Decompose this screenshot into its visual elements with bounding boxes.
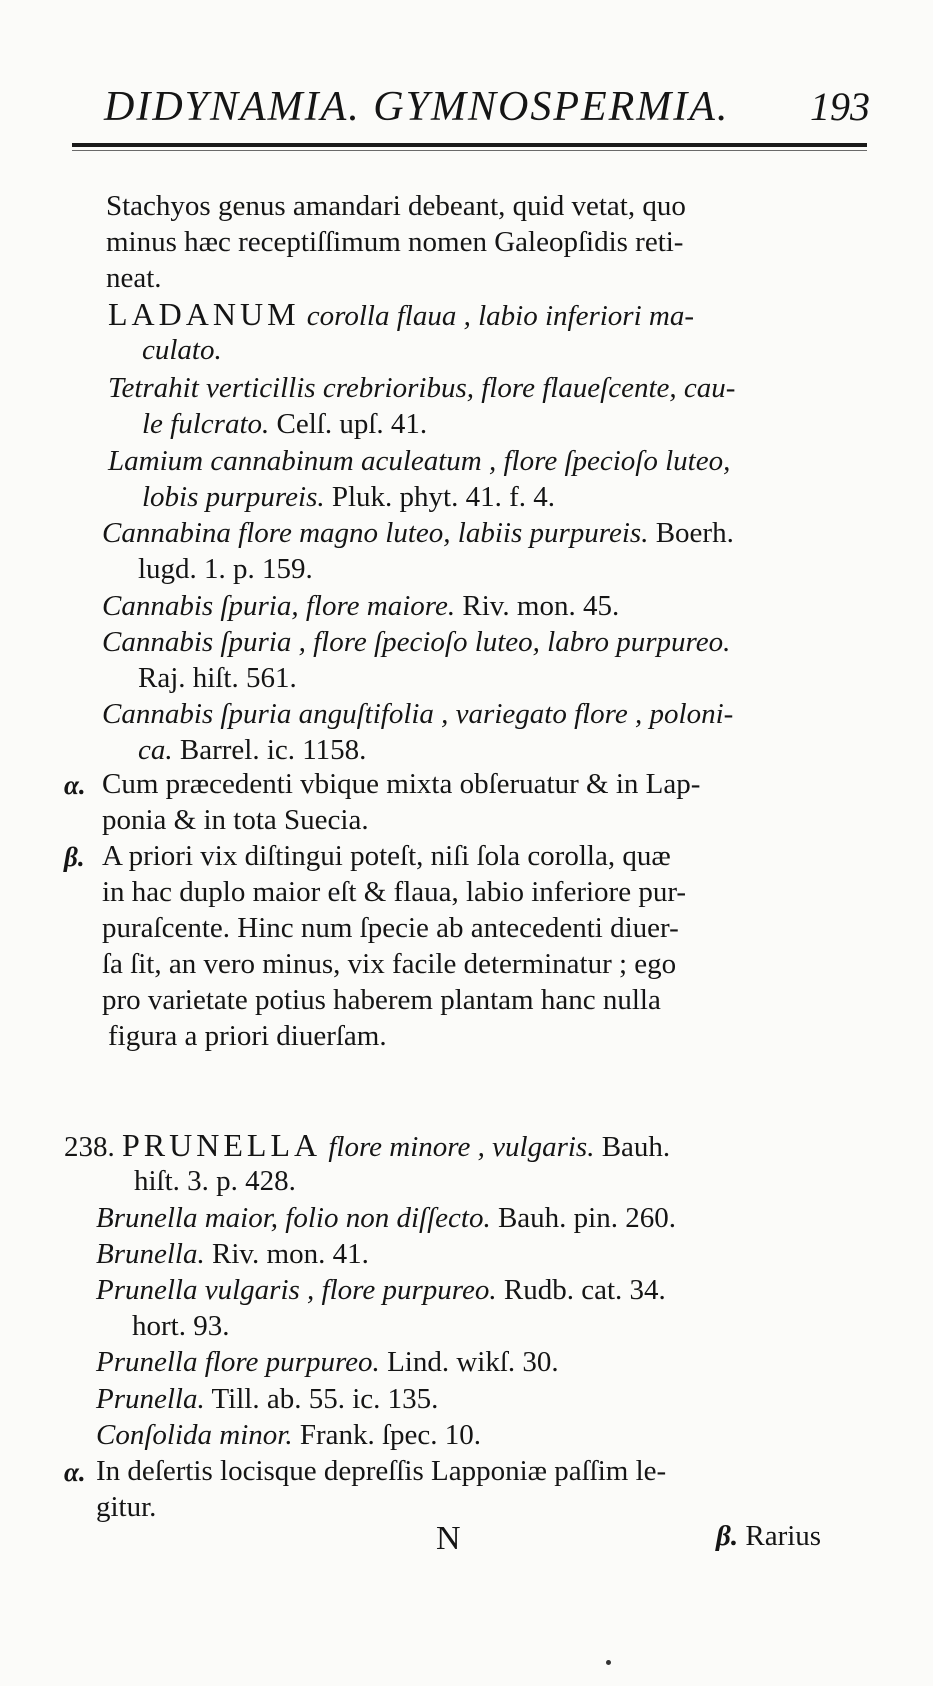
page-number: 193 xyxy=(810,84,870,129)
genus-name: LADANUM xyxy=(108,296,300,332)
citation: Riv. mon. 41. xyxy=(204,1238,369,1270)
citation: hiſt. 3. p. 428. xyxy=(134,1165,296,1197)
text-line xyxy=(106,261,162,295)
synonym-line xyxy=(96,1237,369,1271)
line-text: A priori vix diſtingui poteſt, niſi ſola corolla, quæ xyxy=(102,840,671,872)
text-line xyxy=(102,875,686,909)
text-line xyxy=(102,767,700,801)
entry-prunella xyxy=(64,1128,670,1164)
signature-mark: N xyxy=(436,1520,461,1557)
text-line xyxy=(142,333,222,367)
synonym-text: Prunella. xyxy=(96,1383,205,1415)
text-line xyxy=(108,1019,387,1053)
header-rule-thin xyxy=(72,150,867,151)
entry-ladanum xyxy=(108,297,694,333)
text-line xyxy=(106,225,683,259)
synonym-text: Prunella flore purpureo. xyxy=(96,1346,380,1378)
synonym-text: Cannabis ſpuria, flore maiore. xyxy=(102,590,456,622)
text-line xyxy=(102,803,369,837)
synonym-text: Lamium cannabinum aculeatum , flore ſpecioſo luteo, xyxy=(108,445,731,477)
line-text: Stachyos genus amandari debeant, quid vetat, quo xyxy=(106,190,686,222)
text-line xyxy=(102,911,679,945)
genus-name: PRUNELLA xyxy=(122,1127,322,1163)
variety-marker-beta: β. xyxy=(64,842,85,872)
text-line xyxy=(96,1490,156,1524)
synonym-text: le fulcrato. xyxy=(142,408,270,440)
catchword-text: Rarius xyxy=(745,1520,822,1552)
synonym-text: lobis purpureis. xyxy=(142,481,325,513)
synonym-line xyxy=(138,661,297,695)
synonym-text: Cannabina flore magno luteo, labiis purpureis. xyxy=(102,517,649,549)
synonym-text: Prunella vulgaris , flore purpureo. xyxy=(96,1274,497,1306)
line-text: figura a priori diuerſam. xyxy=(108,1020,387,1052)
synonym-line xyxy=(142,407,427,441)
citation: Barrel. ic. 1158. xyxy=(172,734,367,766)
line-text: in hac duplo maior eſt & flaua, labio inferiore pur- xyxy=(102,876,687,908)
citation: Lind. wikſ. 30. xyxy=(379,1346,559,1378)
citation: Bauh. xyxy=(594,1131,671,1163)
citation: Bauh. pin. 260. xyxy=(490,1202,676,1234)
synonym-text: Brunella. xyxy=(96,1238,205,1270)
variety-marker-alpha: α. xyxy=(64,1457,86,1487)
citation: Raj. hiſt. 561. xyxy=(138,662,297,694)
diagnosis: corolla flaua , labio inferiori ma- xyxy=(299,300,694,332)
synonym-line xyxy=(102,625,730,659)
synonym-text: ca. xyxy=(138,734,173,766)
line-text: ponia & in tota Suecia. xyxy=(102,804,369,836)
variety-marker-alpha: α. xyxy=(64,770,86,800)
synonym-line xyxy=(134,1164,296,1198)
synonym-line xyxy=(96,1345,559,1379)
citation: Celſ. upſ. 41. xyxy=(269,408,428,440)
synonym-text: Cannabis ſpuria anguſtifolia , variegato flore , poloni- xyxy=(102,698,734,730)
citation: hort. 93. xyxy=(132,1310,230,1342)
text-line xyxy=(96,1454,666,1488)
synonym-text: Brunella maior, folio non diſſecto. xyxy=(96,1202,491,1234)
ink-speck xyxy=(606,1660,611,1665)
synonym-line xyxy=(96,1418,481,1452)
synonym-line xyxy=(96,1382,438,1416)
line-text: neat. xyxy=(106,262,162,294)
synonym-line xyxy=(138,552,313,586)
citation: Till. ab. 55. ic. 135. xyxy=(204,1383,439,1415)
synonym-line xyxy=(108,371,735,405)
citation: Boerh. xyxy=(648,517,734,549)
line-text: culato. xyxy=(142,334,222,366)
entry-number: 238. xyxy=(64,1131,122,1163)
diagnosis: flore minore , vulgaris. xyxy=(321,1131,595,1163)
citation: Pluk. phyt. 41. f. 4. xyxy=(324,481,556,513)
synonym-text: Conſolida minor. xyxy=(96,1419,293,1451)
citation: Frank. ſpec. 10. xyxy=(292,1419,482,1451)
synonym-line xyxy=(102,697,733,731)
citation: lugd. 1. p. 159. xyxy=(138,553,313,585)
text-line xyxy=(102,839,671,873)
line-text: gitur. xyxy=(96,1491,157,1523)
running-head-title: DIDYNAMIA. GYMNOSPERMIA. xyxy=(104,84,730,130)
header-rule xyxy=(72,143,867,147)
synonym-line xyxy=(132,1309,229,1343)
synonym-line xyxy=(96,1273,666,1307)
synonym-line xyxy=(102,589,619,623)
citation: Rudb. cat. 34. xyxy=(496,1274,666,1306)
synonym-text: Cannabis ſpuria , flore ſpecioſo luteo, labro purpureo. xyxy=(102,626,731,658)
catchword xyxy=(716,1520,821,1553)
text-line xyxy=(106,189,686,223)
synonym-line xyxy=(138,733,366,767)
synonym-line xyxy=(96,1201,676,1235)
text-line xyxy=(102,947,676,981)
synonym-line xyxy=(142,480,555,514)
catchword-marker: β. xyxy=(716,1520,739,1552)
line-text: ſa ſit, an vero minus, vix facile determinatur ; ego xyxy=(102,948,677,980)
synonym-line xyxy=(108,444,730,478)
line-text: minus hæc receptiſſimum nomen Galeopſidis reti- xyxy=(106,226,684,258)
citation: Riv. mon. 45. xyxy=(455,590,620,622)
line-text: puraſcente. Hinc num ſpecie ab antecedenti diuer- xyxy=(102,912,679,944)
synonym-text: Tetrahit verticillis crebrioribus, flore flaueſcente, cau- xyxy=(108,372,736,404)
synonym-line xyxy=(102,516,734,550)
line-text: In deſertis locisque depreſſis Lapponiæ paſſim le- xyxy=(96,1455,667,1487)
text-line xyxy=(102,983,661,1017)
line-text: pro varietate potius haberem plantam hanc nulla xyxy=(102,984,661,1016)
line-text: Cum præcedenti vbique mixta obſeruatur & in Lap- xyxy=(102,768,701,800)
